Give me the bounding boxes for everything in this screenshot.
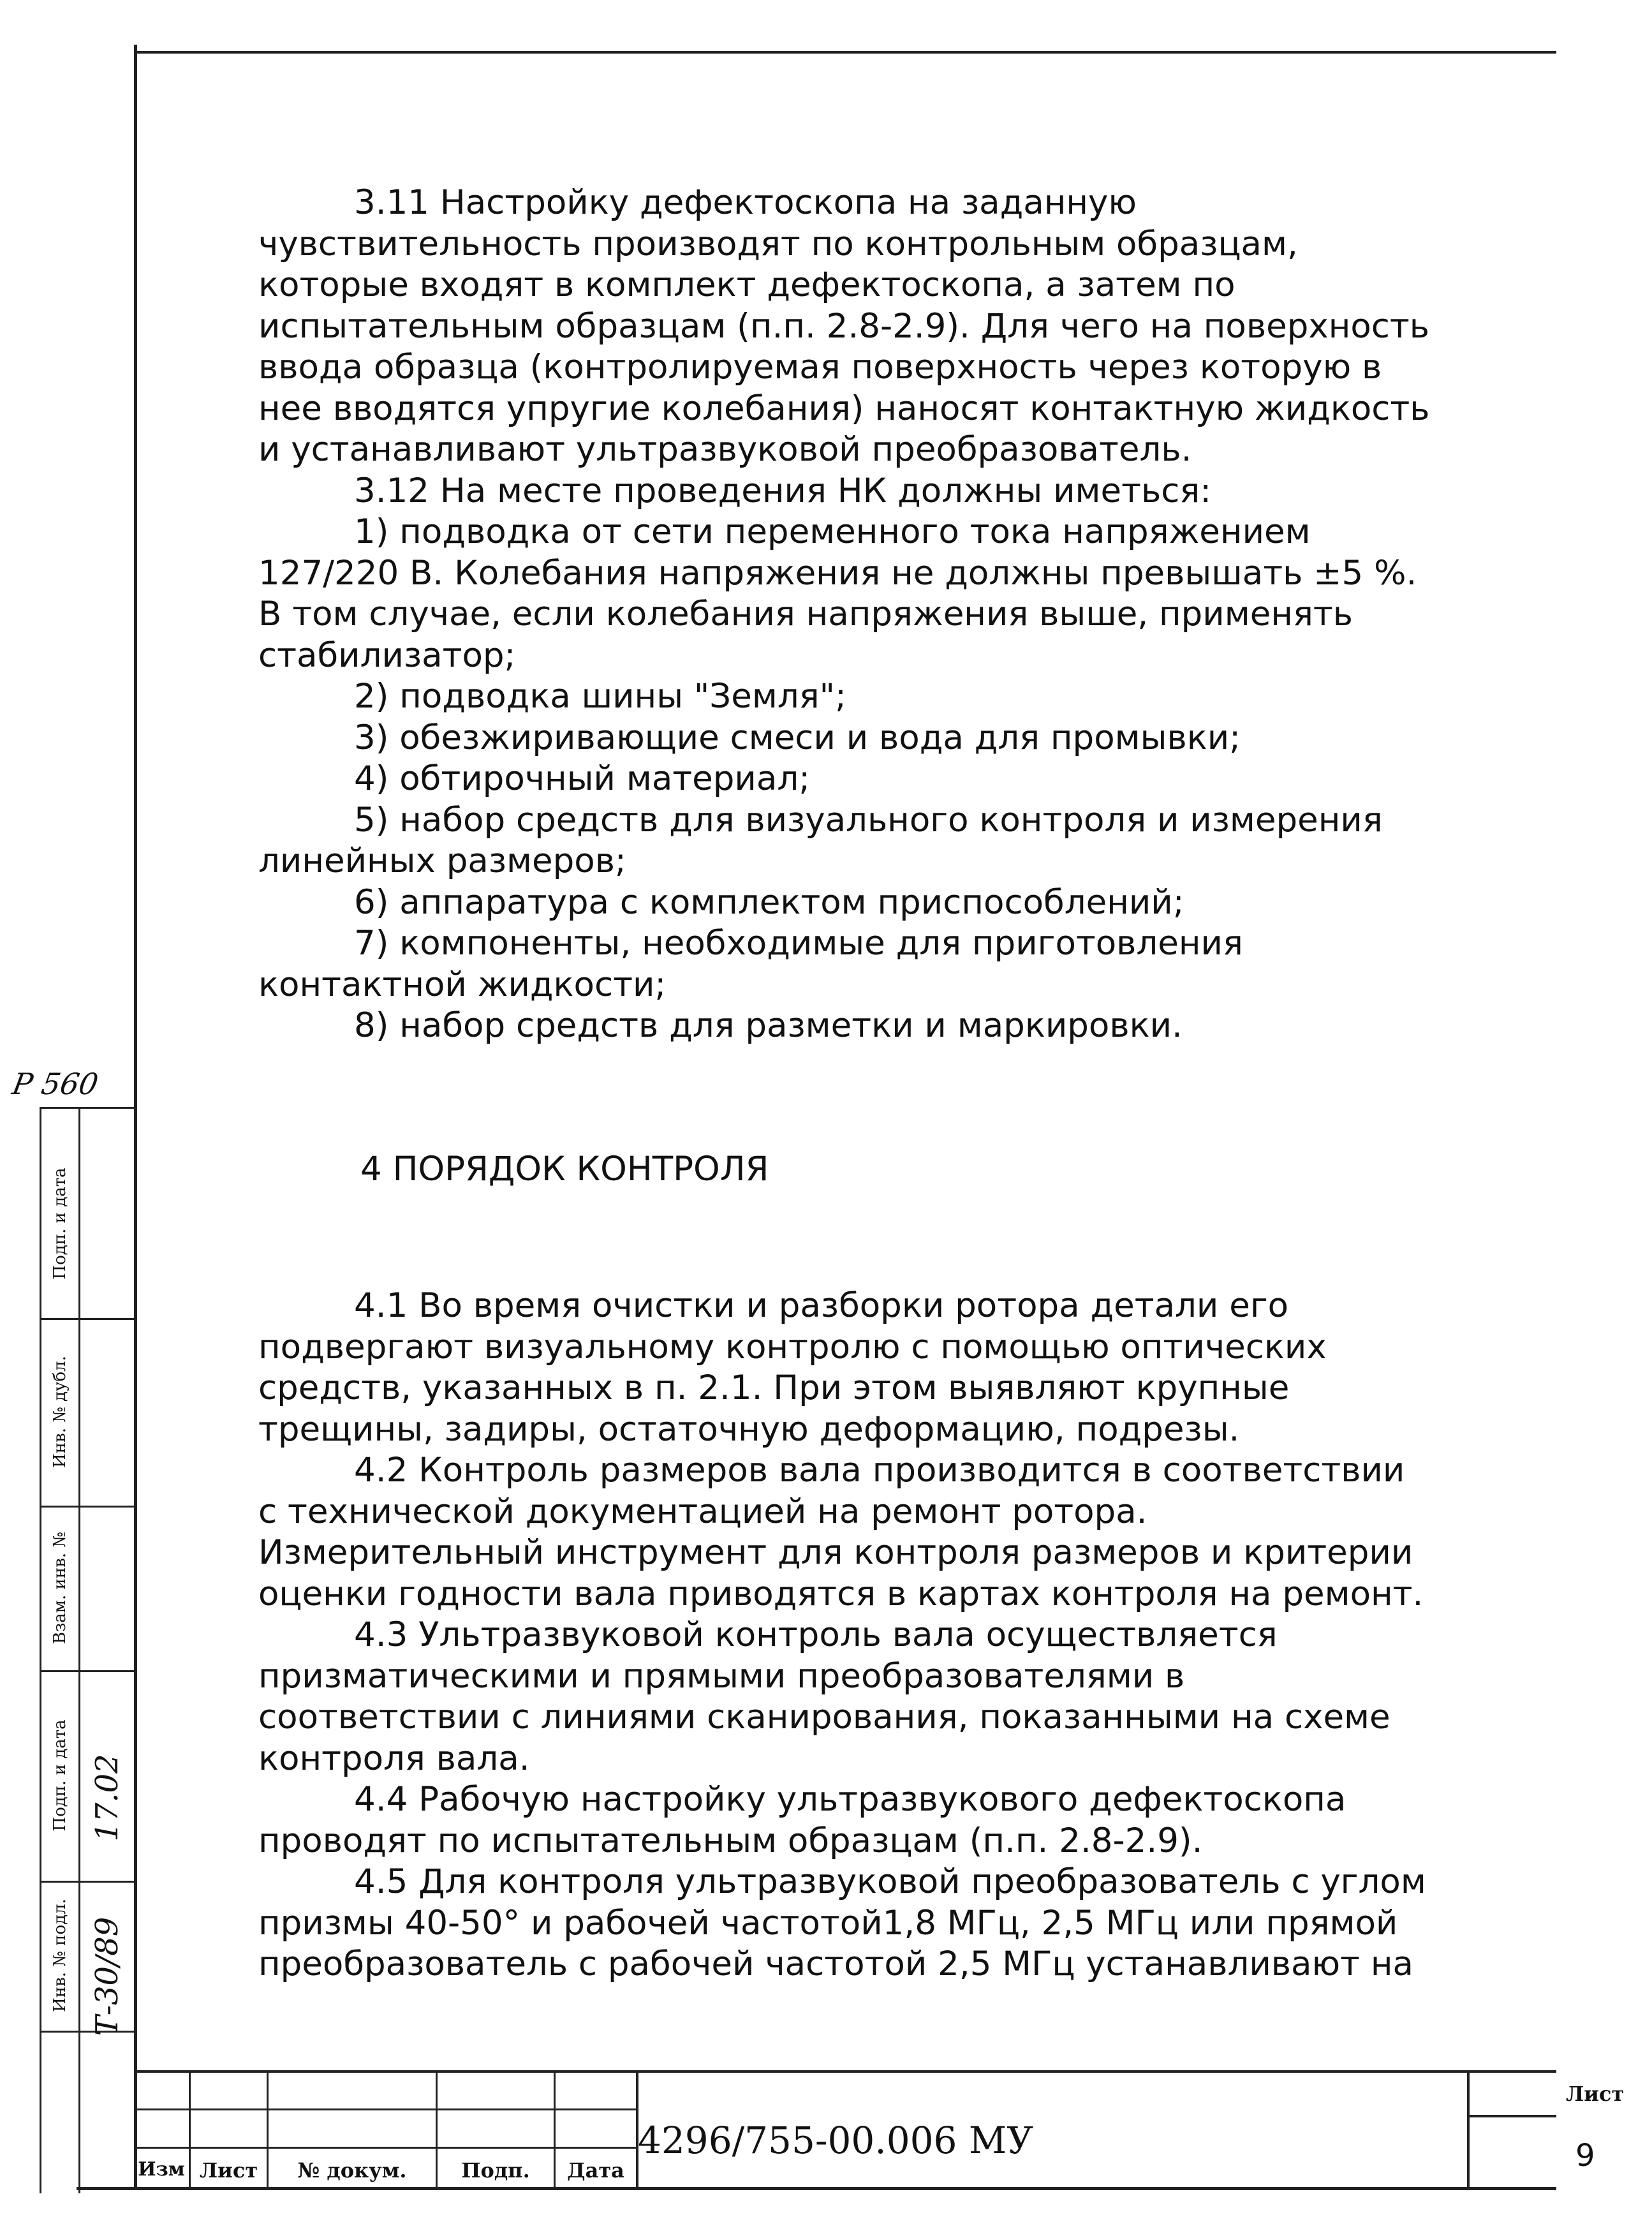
side-stamp xyxy=(40,1107,136,2193)
side-stamp-divider xyxy=(41,1670,136,1672)
list-item-7: 7) компоненты, необходимые для приготовления контактной жидкости; xyxy=(258,924,1243,1004)
header-change: Изм xyxy=(138,2158,185,2181)
handwritten-date: 17.02 xyxy=(89,1754,125,1842)
side-label-replace-inv: Взам. инв. № xyxy=(50,1532,70,1644)
header-doc-number: № докум. xyxy=(297,2158,407,2182)
document-body xyxy=(258,182,1432,1985)
document-code: 4296/755-00.006 МУ xyxy=(638,2119,1034,2162)
title-block-sheet-line xyxy=(1467,2115,1556,2117)
list-item-8: 8) набор средств для разметки и маркировки. xyxy=(354,1006,1183,1045)
sheet-label: Лист xyxy=(1566,2082,1625,2106)
title-block xyxy=(134,2070,1625,2189)
paragraph-4-5: 4.5 Для контроля ультразвуковой преобразователь с углом призмы 40-50° и рабочей частотой1,8 МГц, 2,5 МГц или прямой преобразователь с рабочей частотой 2,5 МГц устанавливают на xyxy=(258,1862,1426,1983)
paragraph-4-3: 4.3 Ультразвуковой контроль вала осуществляется призматическими и прямыми преобразователями в соответствии с линиями сканирования, показанными на схеме контроля вала. xyxy=(258,1615,1390,1778)
list-item-2: 2) подводка шины "Земля"; xyxy=(354,677,846,716)
list-item-5: 5) набор средств для визуального контроля и измерения линейных размеров; xyxy=(258,800,1383,880)
side-stamp-divider xyxy=(41,1881,136,1883)
handwritten-inv-number: Т-30/89 xyxy=(89,1916,125,2036)
side-stamp-divider xyxy=(41,1506,136,1508)
frame-top-border xyxy=(134,51,1556,54)
side-stamp-divider xyxy=(41,1318,136,1320)
header-sheet: Лист xyxy=(199,2158,258,2182)
list-item-6: 6) аппаратура с комплектом приспособлений; xyxy=(354,882,1184,922)
paragraph-4-2: 4.2 Контроль размеров вала производится в соответствии с технической документацией на ремонт ротора. Измерительный инструмент для контроля размеров и критерии оценки годности вала приводятся в картах контроля на ремонт. xyxy=(258,1451,1424,1613)
header-date: Дата xyxy=(567,2158,624,2182)
paragraph-3-11: 3.11 Настройку дефектоскопа на заданную чувствительность производят по контрольным образцам, которые входят в комплект дефектоскопа, а затем по испытательным образцам (п.п. 2.8-2.9). Для чего на поверхность ввода образца (контролируемая поверхность через которую в нее вводятся упругие колебания) наносят контактную жидкость и устанавливают ультразвуковой преобразователь. xyxy=(258,183,1430,469)
list-item-3: 3) обезжиривающие смеси и вода для промывки; xyxy=(354,718,1241,757)
margin-note: Р 560 xyxy=(10,1067,101,1101)
side-label-sign-date-top: Подп. и дата xyxy=(50,1167,70,1280)
title-block-row-line xyxy=(134,2108,638,2110)
title-block-row-line xyxy=(134,2147,638,2149)
list-item-1: 1) подводка от сети переменного тока напряжением 127/220 В. Колебания напряжения не должны превышать ±5 %. В том случае, если колебания напряжения выше, применять стабилизатор; xyxy=(258,512,1417,675)
header-signature: Подп. xyxy=(461,2158,530,2182)
section-title: 4 ПОРЯДОК КОНТРОЛЯ xyxy=(360,1149,769,1189)
side-label-dup-inv: Инв. № дубл. xyxy=(50,1356,70,1468)
paragraph-3-12: 3.12 На месте проведения НК должны иметься: xyxy=(354,471,1212,510)
title-block-top-line xyxy=(134,2070,1556,2073)
paragraph-4-1: 4.1 Во время очистки и разборки ротора детали его подвергают визуальному контролю с помощью оптических средств, указанных в п. 2.1. При этом выявляют крупные трещины, задиры, остаточную деформацию, подрезы. xyxy=(258,1286,1327,1449)
sheet-number: 9 xyxy=(1575,2138,1595,2174)
side-label-sign-date: Подп. и дата xyxy=(50,1719,70,1832)
side-label-inv-original: Инв. № подл. xyxy=(50,1899,70,2012)
list-item-4: 4) обтирочный материал; xyxy=(354,759,811,798)
paragraph-4-4: 4.4 Рабочую настройку ультразвукового дефектоскопа проводят по испытательным образцам (п.п. 2.8-2.9). xyxy=(258,1780,1346,1860)
